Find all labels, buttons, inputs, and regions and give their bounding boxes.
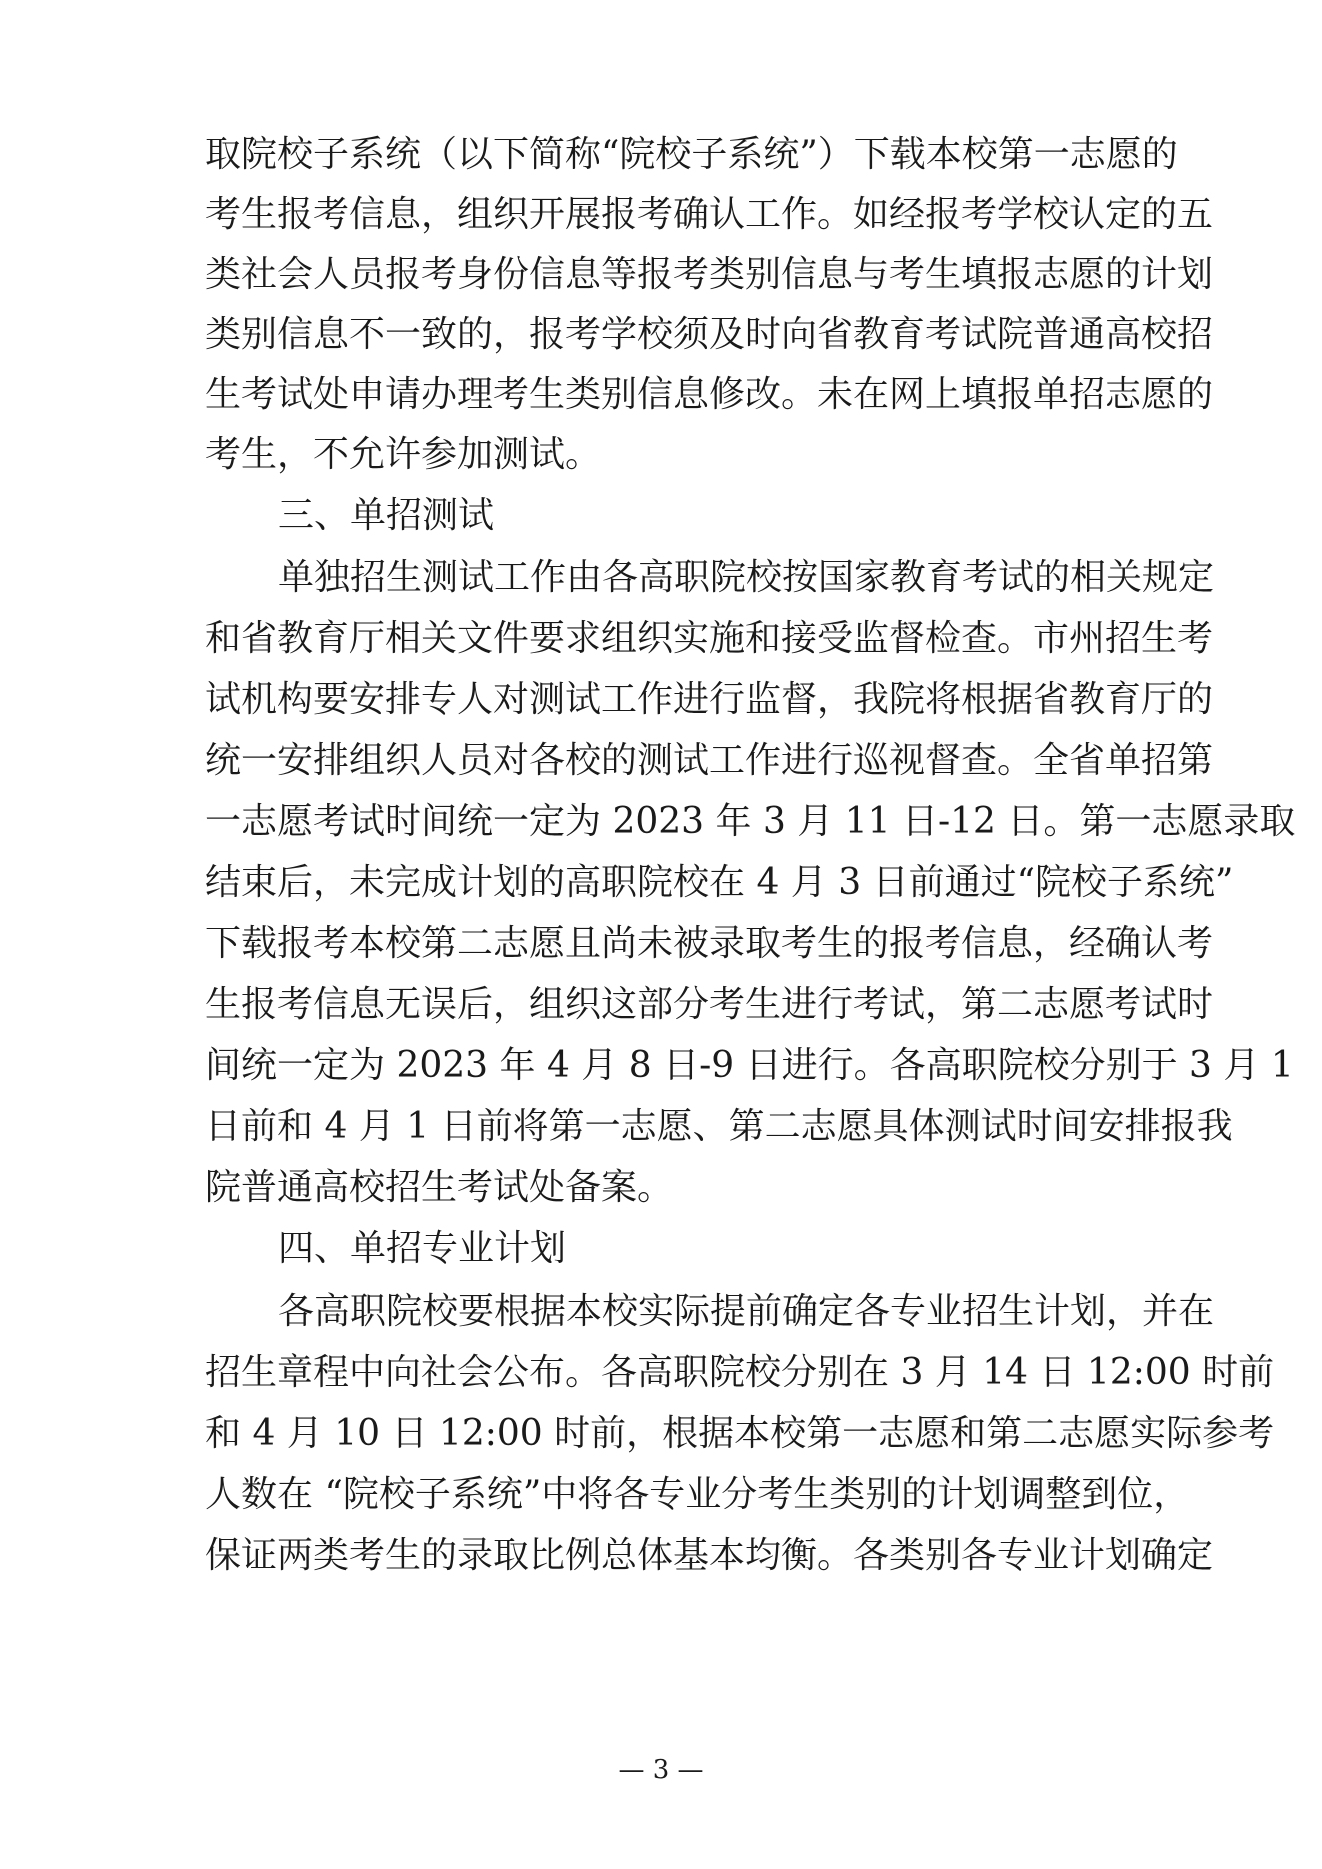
text-line-11: 统一安排组织人员对各校的测试工作进行巡视督查。全省单招第 <box>205 740 1214 781</box>
text-line-6: 考生，不允许参加测试。 <box>205 434 602 475</box>
text-line-15: 生报考信息无误后，组织这部分考生进行考试，第二志愿考试时 <box>205 984 1214 1025</box>
text-line-10: 试机构要安排专人对测试工作进行监督，我院将根据省教育厅的 <box>205 679 1214 720</box>
text-line-22: 和 4 月 10 日 12:00 时前，根据本校第一志愿和第二志愿实际参考 <box>205 1413 1275 1454</box>
section-heading-3: 三、单招测试 <box>278 495 495 536</box>
text-line-23: 人数在 “院校子系统”中将各专业分考生类别的计划调整到位， <box>205 1474 1190 1515</box>
text-line-18: 院普通高校招生考试处备案。 <box>205 1167 674 1208</box>
text-line-17: 日前和 4 月 1 日前将第一志愿、第二志愿具体测试时间安排报我 <box>205 1106 1233 1147</box>
text-line-12: 一志愿考试时间统一定为 2023 年 3 月 11 日-12 日。第一志愿录取 <box>205 801 1296 842</box>
text-line-14: 下载报考本校第二志愿且尚未被录取考生的报考信息，经确认考 <box>205 923 1214 964</box>
text-line-24: 保证两类考生的录取比例总体基本均衡。各类别各专业计划确定 <box>205 1535 1214 1576</box>
text-line-3: 类社会人员报考身份信息等报考类别信息与考生填报志愿的计划 <box>205 254 1214 295</box>
page-number: — 3 — <box>618 1755 704 1785</box>
text-line-20: 各高职院校要根据本校实际提前确定各专业招生计划，并在 <box>278 1291 1215 1332</box>
text-line-9: 和省教育厅相关文件要求组织实施和接受监督检查。市州招生考 <box>205 618 1214 659</box>
text-line-8: 单独招生测试工作由各高职院校按国家教育考试的相关规定 <box>278 557 1215 598</box>
section-heading-4: 四、单招专业计划 <box>278 1228 567 1269</box>
text-line-2: 考生报考信息，组织开展报考确认工作。如经报考学校认定的五 <box>205 194 1214 235</box>
text-line-13: 结束后，未完成计划的高职院校在 4 月 3 日前通过“院校子系统” <box>205 862 1234 903</box>
text-line-5: 生考试处申请办理考生类别信息修改。未在网上填报单招志愿的 <box>205 374 1214 415</box>
text-line-21: 招生章程中向社会公布。各高职院校分别在 3 月 14 日 12:00 时前 <box>205 1352 1275 1393</box>
text-line-16: 间统一定为 2023 年 4 月 8 日-9 日进行。各高职院校分别于 3 月 1 <box>205 1045 1294 1086</box>
text-line-4: 类别信息不一致的，报考学校须及时向省教育考试院普通高校招 <box>205 314 1214 355</box>
text-line-1: 取院校子系统（以下简称“院校子系统”）下载本校第一志愿的 <box>205 134 1178 175</box>
